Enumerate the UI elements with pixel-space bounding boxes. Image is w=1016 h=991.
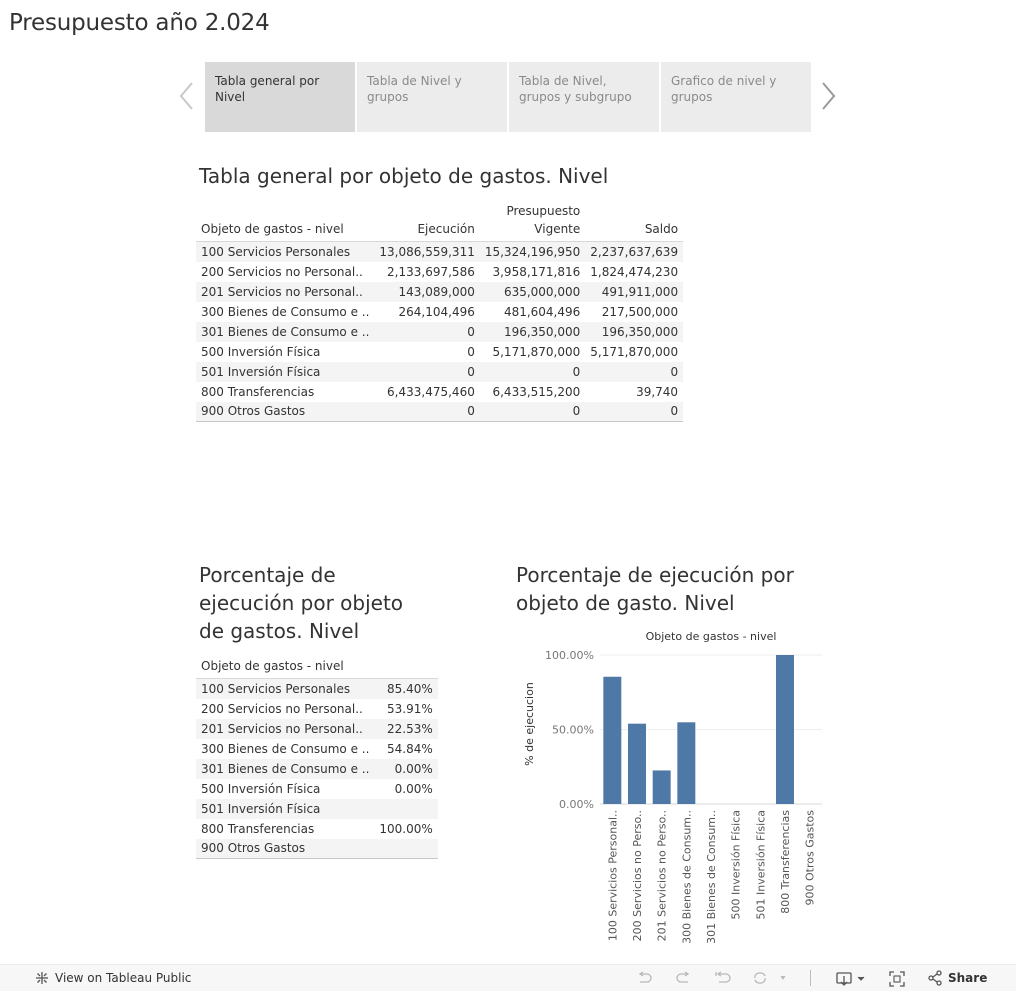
row-name: 201 Servicios no Personal.. (196, 719, 374, 739)
table-row[interactable] (196, 839, 438, 859)
table-row[interactable] (196, 262, 683, 282)
row-presupuesto: 5,171,870,000 (480, 342, 585, 362)
col-header-ejecucion[interactable]: Ejecución (374, 202, 479, 242)
row-name: 301 Bienes de Consumo e .. (196, 759, 374, 779)
row-presupuesto: 3,958,171,816 (480, 262, 585, 282)
share-button[interactable]: Share (948, 971, 988, 985)
fullscreen-icon[interactable] (889, 971, 905, 989)
chart-y-tick-label: 0.00% (559, 798, 594, 811)
row-name: 900 Otros Gastos (196, 839, 374, 859)
row-saldo: 0 (585, 362, 683, 382)
chart-x-tick-labels (606, 810, 816, 944)
row-name: 800 Transferencias (196, 382, 374, 402)
row-presupuesto: 196,350,000 (480, 322, 585, 342)
story-tab-3[interactable] (509, 62, 659, 132)
table-row[interactable] (196, 302, 683, 322)
row-pct (374, 799, 437, 819)
chevron-right-icon[interactable] (816, 80, 840, 112)
col-header-presupuesto-line1: Presupuesto (506, 204, 581, 218)
chart-x-tick-label: 300 Bienes de Consum.. (680, 810, 694, 944)
row-pct (374, 839, 437, 859)
chart-y-tick-label: 100.00% (545, 649, 594, 662)
revert-icon[interactable] (715, 971, 731, 987)
row-ejecucion: 0 (374, 402, 479, 422)
row-pct: 53.91% (374, 699, 437, 719)
chart-bar[interactable] (677, 722, 695, 804)
row-name: 800 Transferencias (196, 819, 374, 839)
table1-title: Tabla general por objeto de gastos. Nivel (199, 164, 609, 188)
row-name: 501 Inversión Física (196, 799, 374, 819)
chart-y-axis-label: % de ejecucion (523, 682, 536, 766)
refresh-icon[interactable] (752, 971, 786, 987)
row-saldo: 1,824,474,230 (585, 262, 683, 282)
chart-bar[interactable] (776, 655, 794, 804)
row-name: 200 Servicios no Personal.. (196, 262, 374, 282)
row-pct: 54.84% (374, 739, 437, 759)
chart-title: Objeto de gastos - nivel (645, 630, 777, 643)
bar-chart-svg (516, 626, 826, 946)
story-tab-label: Tabla general por Nivel (215, 74, 320, 104)
table2-title: Porcentaje de ejecución por objeto de gastos. Nivel (199, 563, 404, 643)
row-name: 301 Bienes de Consumo e .. (196, 322, 374, 342)
row-name: 300 Bienes de Consumo e .. (196, 739, 374, 759)
row-ejecucion: 0 (374, 342, 479, 362)
table-row[interactable] (196, 819, 438, 839)
percentage-table (196, 657, 438, 859)
chart-y-tick-label: 50.00% (552, 723, 594, 737)
chart-x-tick-label: 501 Inversión Física (754, 810, 768, 920)
chart-x-tick-label: 200 Servicios no Perso.. (631, 810, 644, 942)
page-title: Presupuesto año 2.024 (9, 10, 270, 36)
row-name: 200 Servicios no Personal.. (196, 699, 374, 719)
story-tab-label: Grafico de nivel y grupos (671, 74, 777, 104)
row-name: 500 Inversión Física (196, 342, 374, 362)
bar-chart[interactable] (516, 626, 826, 946)
row-presupuesto: 0 (480, 362, 585, 382)
col-header-presupuesto[interactable] (480, 202, 585, 242)
row-saldo: 196,350,000 (585, 322, 683, 342)
row-pct: 0.00% (374, 759, 437, 779)
story-tab-1[interactable] (205, 62, 355, 132)
row-ejecucion: 0 (374, 322, 479, 342)
table-row[interactable] (196, 799, 438, 819)
table-row[interactable] (196, 362, 683, 382)
row-presupuesto: 481,604,496 (480, 302, 585, 322)
chart-section-title: Porcentaje de ejecución por objeto de gasto. Nivel (516, 563, 794, 615)
tableau-toolbar (0, 964, 1016, 991)
row-pct: 22.53% (374, 719, 437, 739)
table-row[interactable] (196, 242, 683, 262)
chart-y-ticks (545, 649, 594, 811)
row-pct: 100.00% (374, 819, 437, 839)
table-row[interactable] (196, 739, 438, 759)
row-saldo: 491,911,000 (585, 282, 683, 302)
view-on-tableau-link[interactable]: View on Tableau Public (55, 971, 192, 985)
row-name: 300 Bienes de Consumo e .. (196, 302, 374, 322)
table-row[interactable] (196, 382, 683, 402)
row-name: 501 Inversión Física (196, 362, 374, 382)
story-tab-2[interactable] (357, 62, 507, 132)
row-presupuesto: 6,433,515,200 (480, 382, 585, 402)
row-saldo: 5,171,870,000 (585, 342, 683, 362)
row-ejecucion: 13,086,559,311 (374, 242, 479, 262)
row-presupuesto: 15,324,196,950 (480, 242, 585, 262)
chart-bar[interactable] (653, 770, 671, 804)
table-row[interactable] (196, 342, 683, 362)
chart-x-tick-label: 900 Otros Gastos (803, 810, 817, 906)
chart-x-tick-label: 100 Servicios Personal.. (606, 810, 620, 942)
chart-x-tick-label: 500 Inversión Física (729, 810, 743, 920)
redo-icon[interactable] (676, 971, 692, 987)
table-row[interactable] (196, 322, 683, 342)
table-row[interactable] (196, 759, 438, 779)
chart-bar[interactable] (628, 724, 646, 804)
download-icon[interactable] (836, 971, 868, 989)
table-row[interactable] (196, 699, 438, 719)
row-ejecucion: 6,433,475,460 (374, 382, 479, 402)
table-row[interactable] (196, 282, 683, 302)
row-saldo: 2,237,637,639 (585, 242, 683, 262)
row-presupuesto: 635,000,000 (480, 282, 585, 302)
row-ejecucion: 2,133,697,586 (374, 262, 479, 282)
row-saldo: 0 (585, 402, 683, 422)
story-tab-label: Tabla de Nivel, grupos y subgrupo (519, 74, 632, 104)
story-tab-label: Tabla de Nivel y grupos (367, 74, 462, 104)
col-header-name[interactable]: Objeto de gastos - nivel (196, 657, 374, 679)
row-name: 100 Servicios Personales (196, 242, 374, 262)
row-saldo: 217,500,000 (585, 302, 683, 322)
row-ejecucion: 143,089,000 (374, 282, 479, 302)
budget-table (196, 202, 683, 422)
table-row[interactable] (196, 679, 438, 699)
row-ejecucion: 264,104,496 (374, 302, 479, 322)
chart-x-tick-label: 800 Transferencias (779, 810, 792, 914)
row-saldo: 39,740 (585, 382, 683, 402)
row-pct: 85.40% (374, 679, 437, 699)
table-row[interactable] (196, 402, 683, 422)
row-name: 100 Servicios Personales (196, 679, 374, 699)
chart-x-tick-label: 301 Bienes de Consum.. (705, 810, 718, 944)
share-icon[interactable] (927, 970, 943, 989)
row-presupuesto: 0 (480, 402, 585, 422)
chart-x-tick-label: 201 Servicios no Perso.. (655, 810, 669, 942)
col-header-saldo[interactable]: Saldo (585, 202, 683, 242)
row-pct: 0.00% (374, 779, 437, 799)
table-row[interactable] (196, 779, 438, 799)
col-header-presupuesto-line2: Vigente (534, 222, 581, 236)
table-row[interactable] (196, 719, 438, 739)
chart-bar[interactable] (603, 677, 621, 804)
toolbar-divider (810, 970, 811, 986)
undo-icon[interactable] (636, 971, 652, 987)
row-name: 201 Servicios no Personal.. (196, 282, 374, 302)
tableau-logo-icon[interactable] (34, 970, 50, 989)
story-tab-4[interactable] (661, 62, 811, 132)
row-name: 900 Otros Gastos (196, 402, 374, 422)
col-header-pct (374, 657, 437, 679)
row-name: 500 Inversión Física (196, 779, 374, 799)
chevron-left-icon[interactable] (175, 80, 199, 112)
col-header-name[interactable]: Objeto de gastos - nivel (196, 202, 374, 242)
row-ejecucion: 0 (374, 362, 479, 382)
